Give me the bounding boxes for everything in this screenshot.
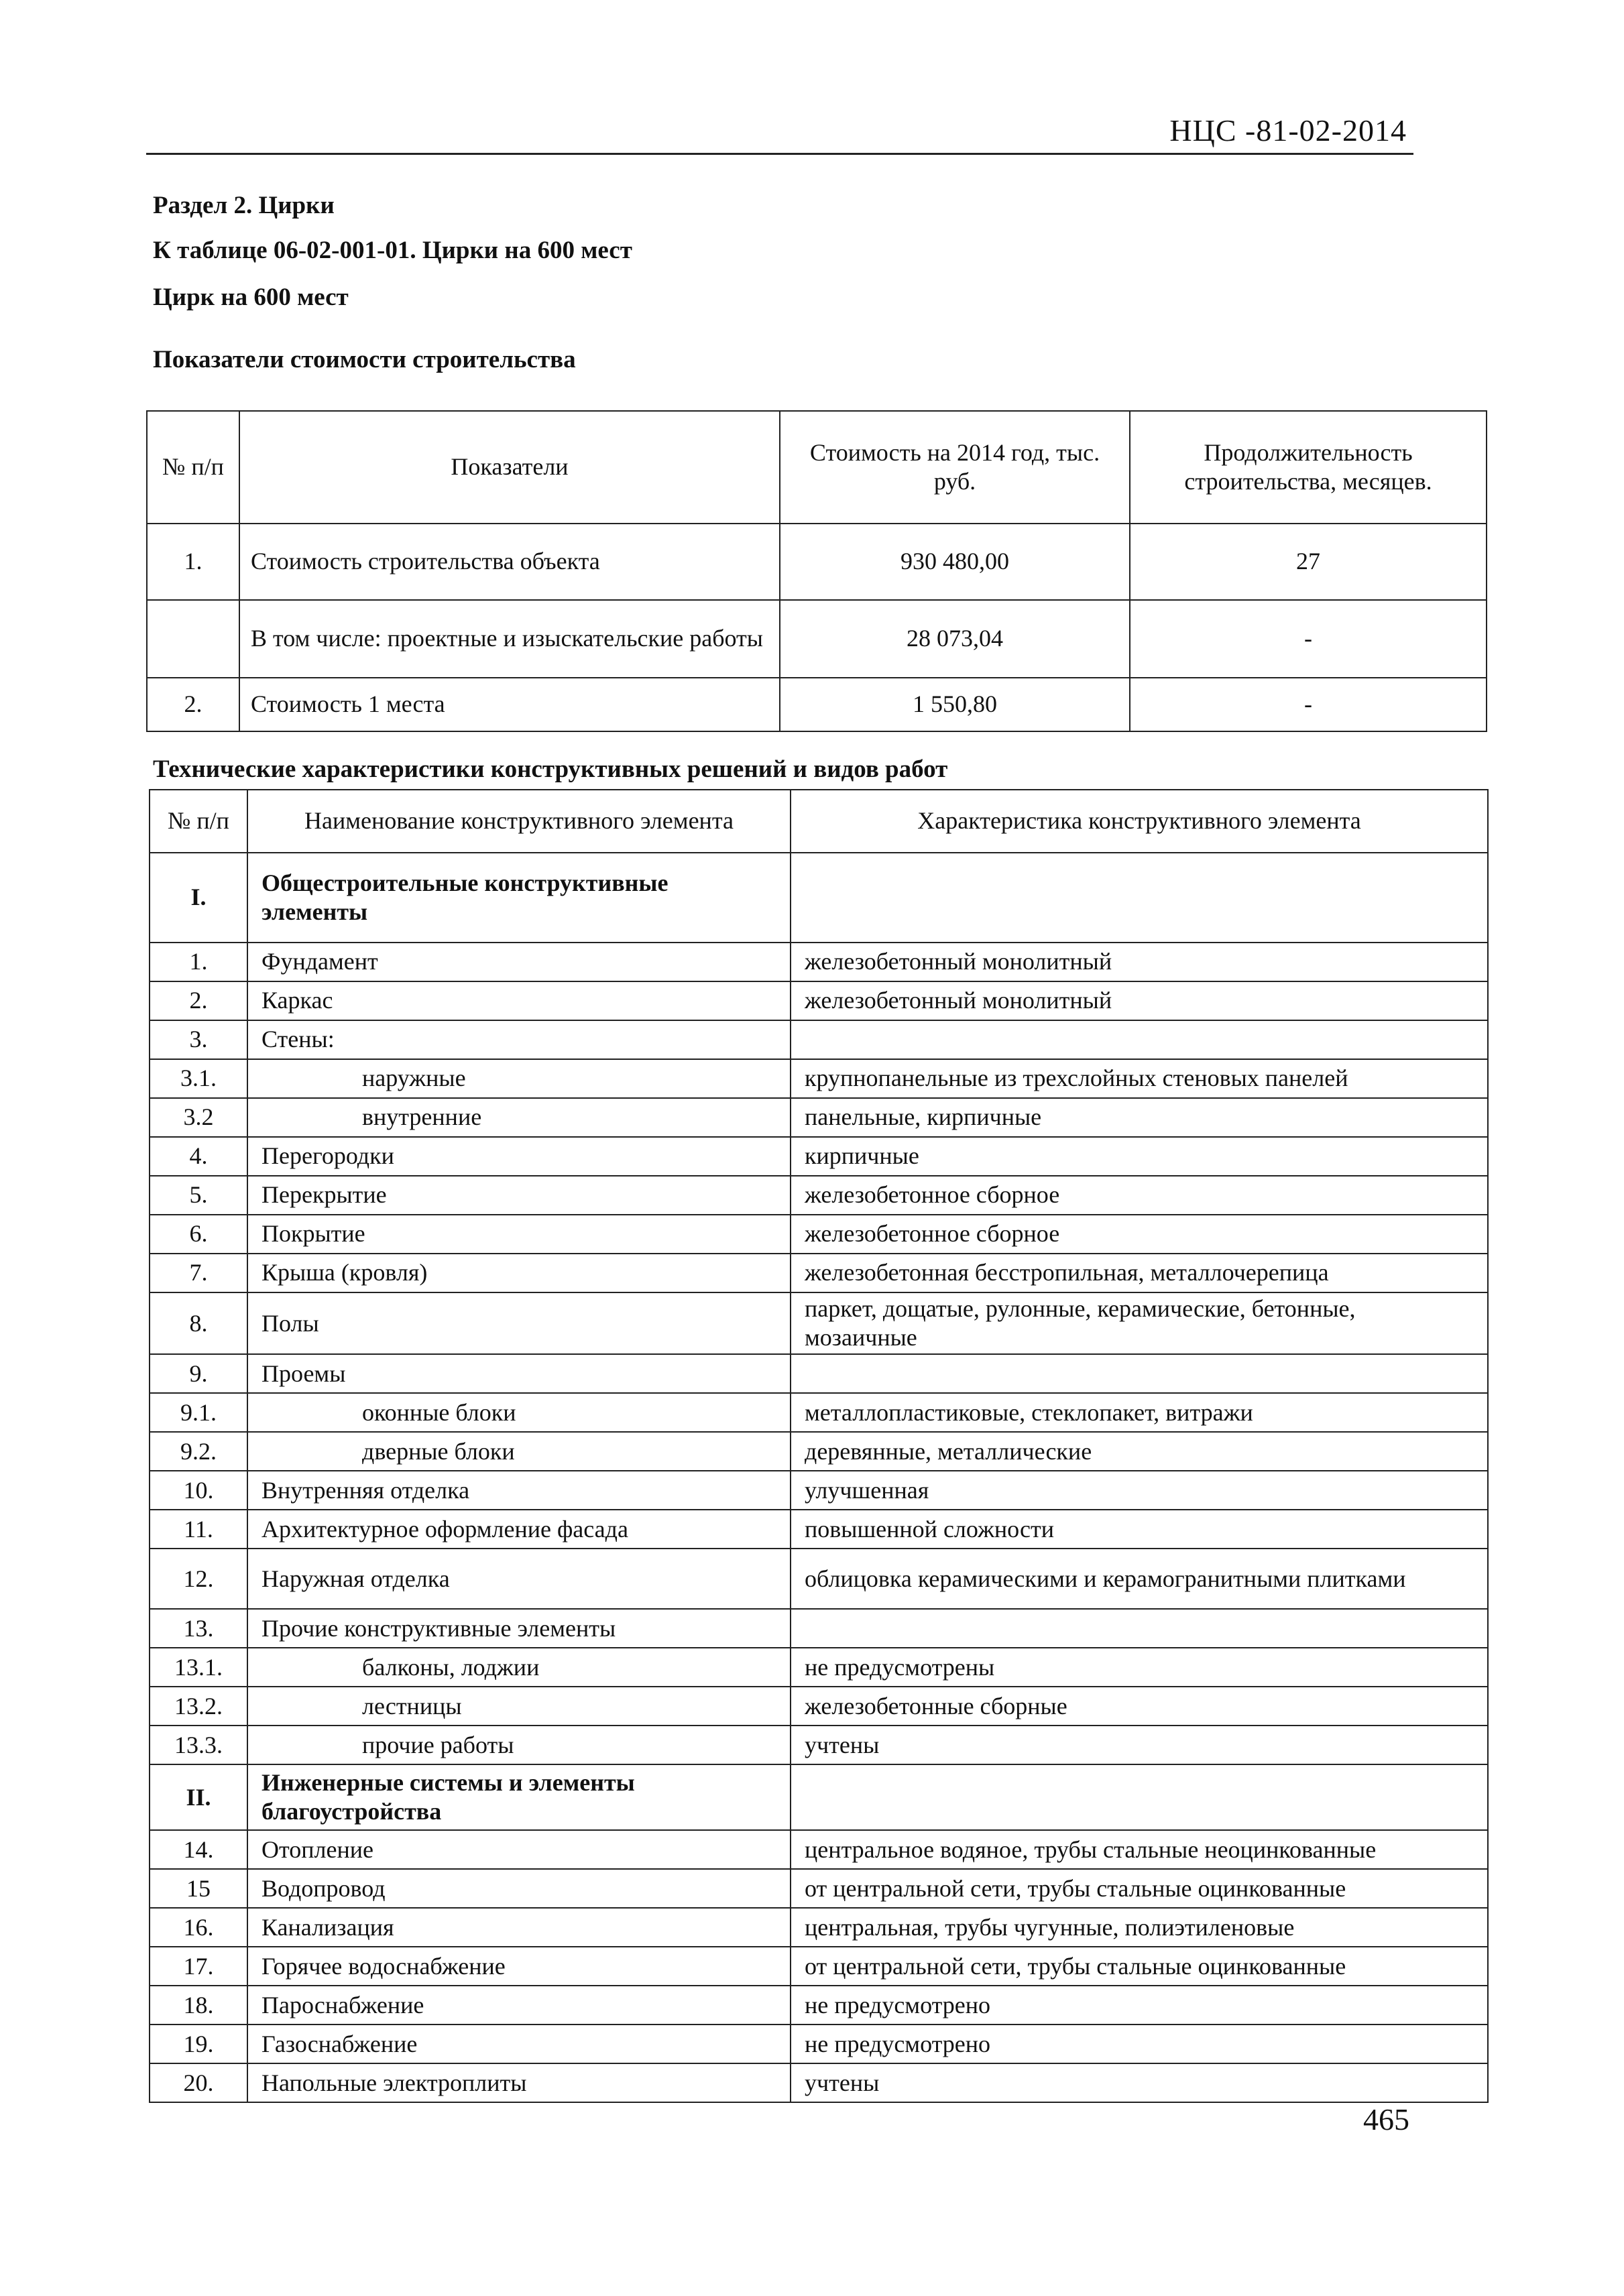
cost-value: 1 550,80 <box>780 678 1130 731</box>
cost-table-title: Показатели стоимости строительства <box>153 346 576 373</box>
row-number: 3. <box>150 1020 247 1059</box>
element-characteristic: улучшенная <box>791 1471 1488 1510</box>
row-number: 4. <box>150 1137 247 1176</box>
element-characteristic: железобетонный монолитный <box>791 943 1488 981</box>
section-heading: Раздел 2. Цирки <box>153 192 335 219</box>
duration-value: - <box>1130 600 1487 678</box>
cost-indicators-table <box>146 410 1487 732</box>
table-row <box>150 1687 1488 1726</box>
header-cell: Продолжительность строительства, месяцев. <box>1130 411 1487 524</box>
page-header <box>146 113 1413 155</box>
element-characteristic: повышенной сложности <box>791 1510 1488 1549</box>
row-number: 12. <box>150 1549 247 1609</box>
element-characteristic: металлопластиковые, стеклопакет, витражи <box>791 1393 1488 1432</box>
table-row <box>150 943 1488 981</box>
table-row <box>150 1726 1488 1764</box>
element-characteristic: кирпичные <box>791 1137 1488 1176</box>
page-number: 465 <box>1363 2102 1409 2136</box>
table-row <box>147 524 1487 600</box>
table-row <box>150 1137 1488 1176</box>
tech-table-header-row <box>150 790 1488 853</box>
element-characteristic: не предусмотрено <box>791 1986 1488 2025</box>
element-characteristic <box>791 1609 1488 1648</box>
element-characteristic: паркет, дощатые, рулонные, керамические, бетонные, мозаичные <box>791 1292 1488 1354</box>
row-number: 18. <box>150 1986 247 2025</box>
table-row <box>150 1510 1488 1549</box>
duration-value: 27 <box>1130 524 1487 600</box>
element-characteristic: учтены <box>791 2063 1488 2102</box>
row-number: 3.1. <box>150 1059 247 1098</box>
table-row <box>150 1648 1488 1687</box>
table-row <box>150 1098 1488 1137</box>
element-name: Инженерные системы и элементы благоустройства <box>247 1764 791 1830</box>
table-row <box>150 1059 1488 1098</box>
element-characteristic: железобетонное сборное <box>791 1215 1488 1254</box>
element-name: наружные <box>247 1059 791 1098</box>
table-row <box>150 1020 1488 1059</box>
element-characteristic: учтены <box>791 1726 1488 1764</box>
row-number: 9.1. <box>150 1393 247 1432</box>
row-number: 20. <box>150 2063 247 2102</box>
header-cell: Характеристика конструктивного элемента <box>791 790 1488 853</box>
element-characteristic: железобетонная бесстропильная, металлочерепица <box>791 1254 1488 1292</box>
row-number: 2. <box>150 981 247 1020</box>
element-characteristic: центральная, трубы чугунные, полиэтиленовые <box>791 1908 1488 1947</box>
element-name: Канализация <box>247 1908 791 1947</box>
element-name: Наружная отделка <box>247 1549 791 1609</box>
section-row <box>150 853 1488 943</box>
element-name: Общестроительные конструктивные элементы <box>247 853 791 943</box>
element-name: Перегородки <box>247 1137 791 1176</box>
row-number: 9.2. <box>150 1432 247 1471</box>
section-row <box>150 1764 1488 1830</box>
row-number: 15 <box>150 1869 247 1908</box>
element-name: лестницы <box>247 1687 791 1726</box>
row-number: 13.3. <box>150 1726 247 1764</box>
document-code: НЦС -81-02-2014 <box>1169 113 1407 147</box>
table-row <box>150 1908 1488 1947</box>
object-heading: Цирк на 600 мест <box>153 284 349 311</box>
element-characteristic: деревянные, металлические <box>791 1432 1488 1471</box>
row-number <box>147 600 239 678</box>
row-number: 7. <box>150 1254 247 1292</box>
table-row <box>150 981 1488 1020</box>
indicator-name: Стоимость 1 места <box>239 678 780 731</box>
row-number: 16. <box>150 1908 247 1947</box>
element-name: Прочие конструктивные элементы <box>247 1609 791 1648</box>
cost-value: 28 073,04 <box>780 600 1130 678</box>
element-characteristic <box>791 1354 1488 1393</box>
element-name: Каркас <box>247 981 791 1020</box>
cost-value: 930 480,00 <box>780 524 1130 600</box>
table-row <box>150 1830 1488 1869</box>
element-characteristic: от центральной сети, трубы стальные оцинкованные <box>791 1947 1488 1986</box>
element-name: Архитектурное оформление фасада <box>247 1510 791 1549</box>
table-row <box>150 1354 1488 1393</box>
element-characteristic: не предусмотрено <box>791 2025 1488 2063</box>
row-number: 2. <box>147 678 239 731</box>
row-number: 9. <box>150 1354 247 1393</box>
element-name: Отопление <box>247 1830 791 1869</box>
row-number: 10. <box>150 1471 247 1510</box>
technical-characteristics-table <box>149 789 1489 2103</box>
element-characteristic: железобетонное сборное <box>791 1176 1488 1215</box>
element-characteristic: не предусмотрены <box>791 1648 1488 1687</box>
element-characteristic: железобетонный монолитный <box>791 981 1488 1020</box>
element-name: Напольные электроплиты <box>247 2063 791 2102</box>
table-row <box>150 1254 1488 1292</box>
duration-value: - <box>1130 678 1487 731</box>
element-name: Проемы <box>247 1354 791 1393</box>
header-cell: Стоимость на 2014 год, тыс. руб. <box>780 411 1130 524</box>
element-name: прочие работы <box>247 1726 791 1764</box>
table-row <box>147 600 1487 678</box>
element-characteristic <box>791 1020 1488 1059</box>
element-name: внутренние <box>247 1098 791 1137</box>
row-number: 13. <box>150 1609 247 1648</box>
table-reference-heading: К таблице 06-02-001-01. Цирки на 600 мест <box>153 237 632 264</box>
element-characteristic: панельные, кирпичные <box>791 1098 1488 1137</box>
table-row <box>150 1947 1488 1986</box>
table-row <box>147 678 1487 731</box>
table-row <box>150 1471 1488 1510</box>
element-characteristic: крупнопанельные из трехслойных стеновых панелей <box>791 1059 1488 1098</box>
element-name: Газоснабжение <box>247 2025 791 2063</box>
element-name: Покрытие <box>247 1215 791 1254</box>
element-name: Горячее водоснабжение <box>247 1947 791 1986</box>
row-number: 1. <box>150 943 247 981</box>
element-name: Стены: <box>247 1020 791 1059</box>
element-name: дверные блоки <box>247 1432 791 1471</box>
element-characteristic <box>791 1764 1488 1830</box>
element-characteristic: от центральной сети, трубы стальные оцинкованные <box>791 1869 1488 1908</box>
indicator-name: В том числе: проектные и изыскательские работы <box>239 600 780 678</box>
table-row <box>150 1869 1488 1908</box>
table-row <box>150 1393 1488 1432</box>
element-name: Перекрытие <box>247 1176 791 1215</box>
element-name: Фундамент <box>247 943 791 981</box>
element-name: оконные блоки <box>247 1393 791 1432</box>
header-cell: Показатели <box>239 411 780 524</box>
row-number: 8. <box>150 1292 247 1354</box>
tech-table-title: Технические характеристики конструктивных решений и видов работ <box>153 756 948 783</box>
table-row <box>150 2025 1488 2063</box>
header-cell: № п/п <box>147 411 239 524</box>
header-cell: Наименование конструктивного элемента <box>247 790 791 853</box>
table-row <box>150 1609 1488 1648</box>
element-name: Пароснабжение <box>247 1986 791 2025</box>
row-number: 5. <box>150 1176 247 1215</box>
row-number: 1. <box>147 524 239 600</box>
row-number: 11. <box>150 1510 247 1549</box>
table-row <box>150 1549 1488 1609</box>
element-characteristic: центральное водяное, трубы стальные неоцинкованные <box>791 1830 1488 1869</box>
element-name: балконы, лоджии <box>247 1648 791 1687</box>
element-characteristic <box>791 853 1488 943</box>
row-number: II. <box>150 1764 247 1830</box>
element-name: Полы <box>247 1292 791 1354</box>
table-row <box>150 1215 1488 1254</box>
element-name: Крыша (кровля) <box>247 1254 791 1292</box>
header-cell: № п/п <box>150 790 247 853</box>
row-number: 13.1. <box>150 1648 247 1687</box>
row-number: 17. <box>150 1947 247 1986</box>
row-number: 19. <box>150 2025 247 2063</box>
indicator-name: Стоимость строительства объекта <box>239 524 780 600</box>
row-number: I. <box>150 853 247 943</box>
row-number: 3.2 <box>150 1098 247 1137</box>
table-row <box>150 1432 1488 1471</box>
row-number: 6. <box>150 1215 247 1254</box>
cost-table-header-row <box>147 411 1487 524</box>
element-characteristic: железобетонные сборные <box>791 1687 1488 1726</box>
element-characteristic: облицовка керамическими и керамогранитными плитками <box>791 1549 1488 1609</box>
element-name: Внутренняя отделка <box>247 1471 791 1510</box>
row-number: 14. <box>150 1830 247 1869</box>
table-row <box>150 1292 1488 1354</box>
table-row <box>150 2063 1488 2102</box>
table-row <box>150 1986 1488 2025</box>
row-number: 13.2. <box>150 1687 247 1726</box>
element-name: Водопровод <box>247 1869 791 1908</box>
table-row <box>150 1176 1488 1215</box>
